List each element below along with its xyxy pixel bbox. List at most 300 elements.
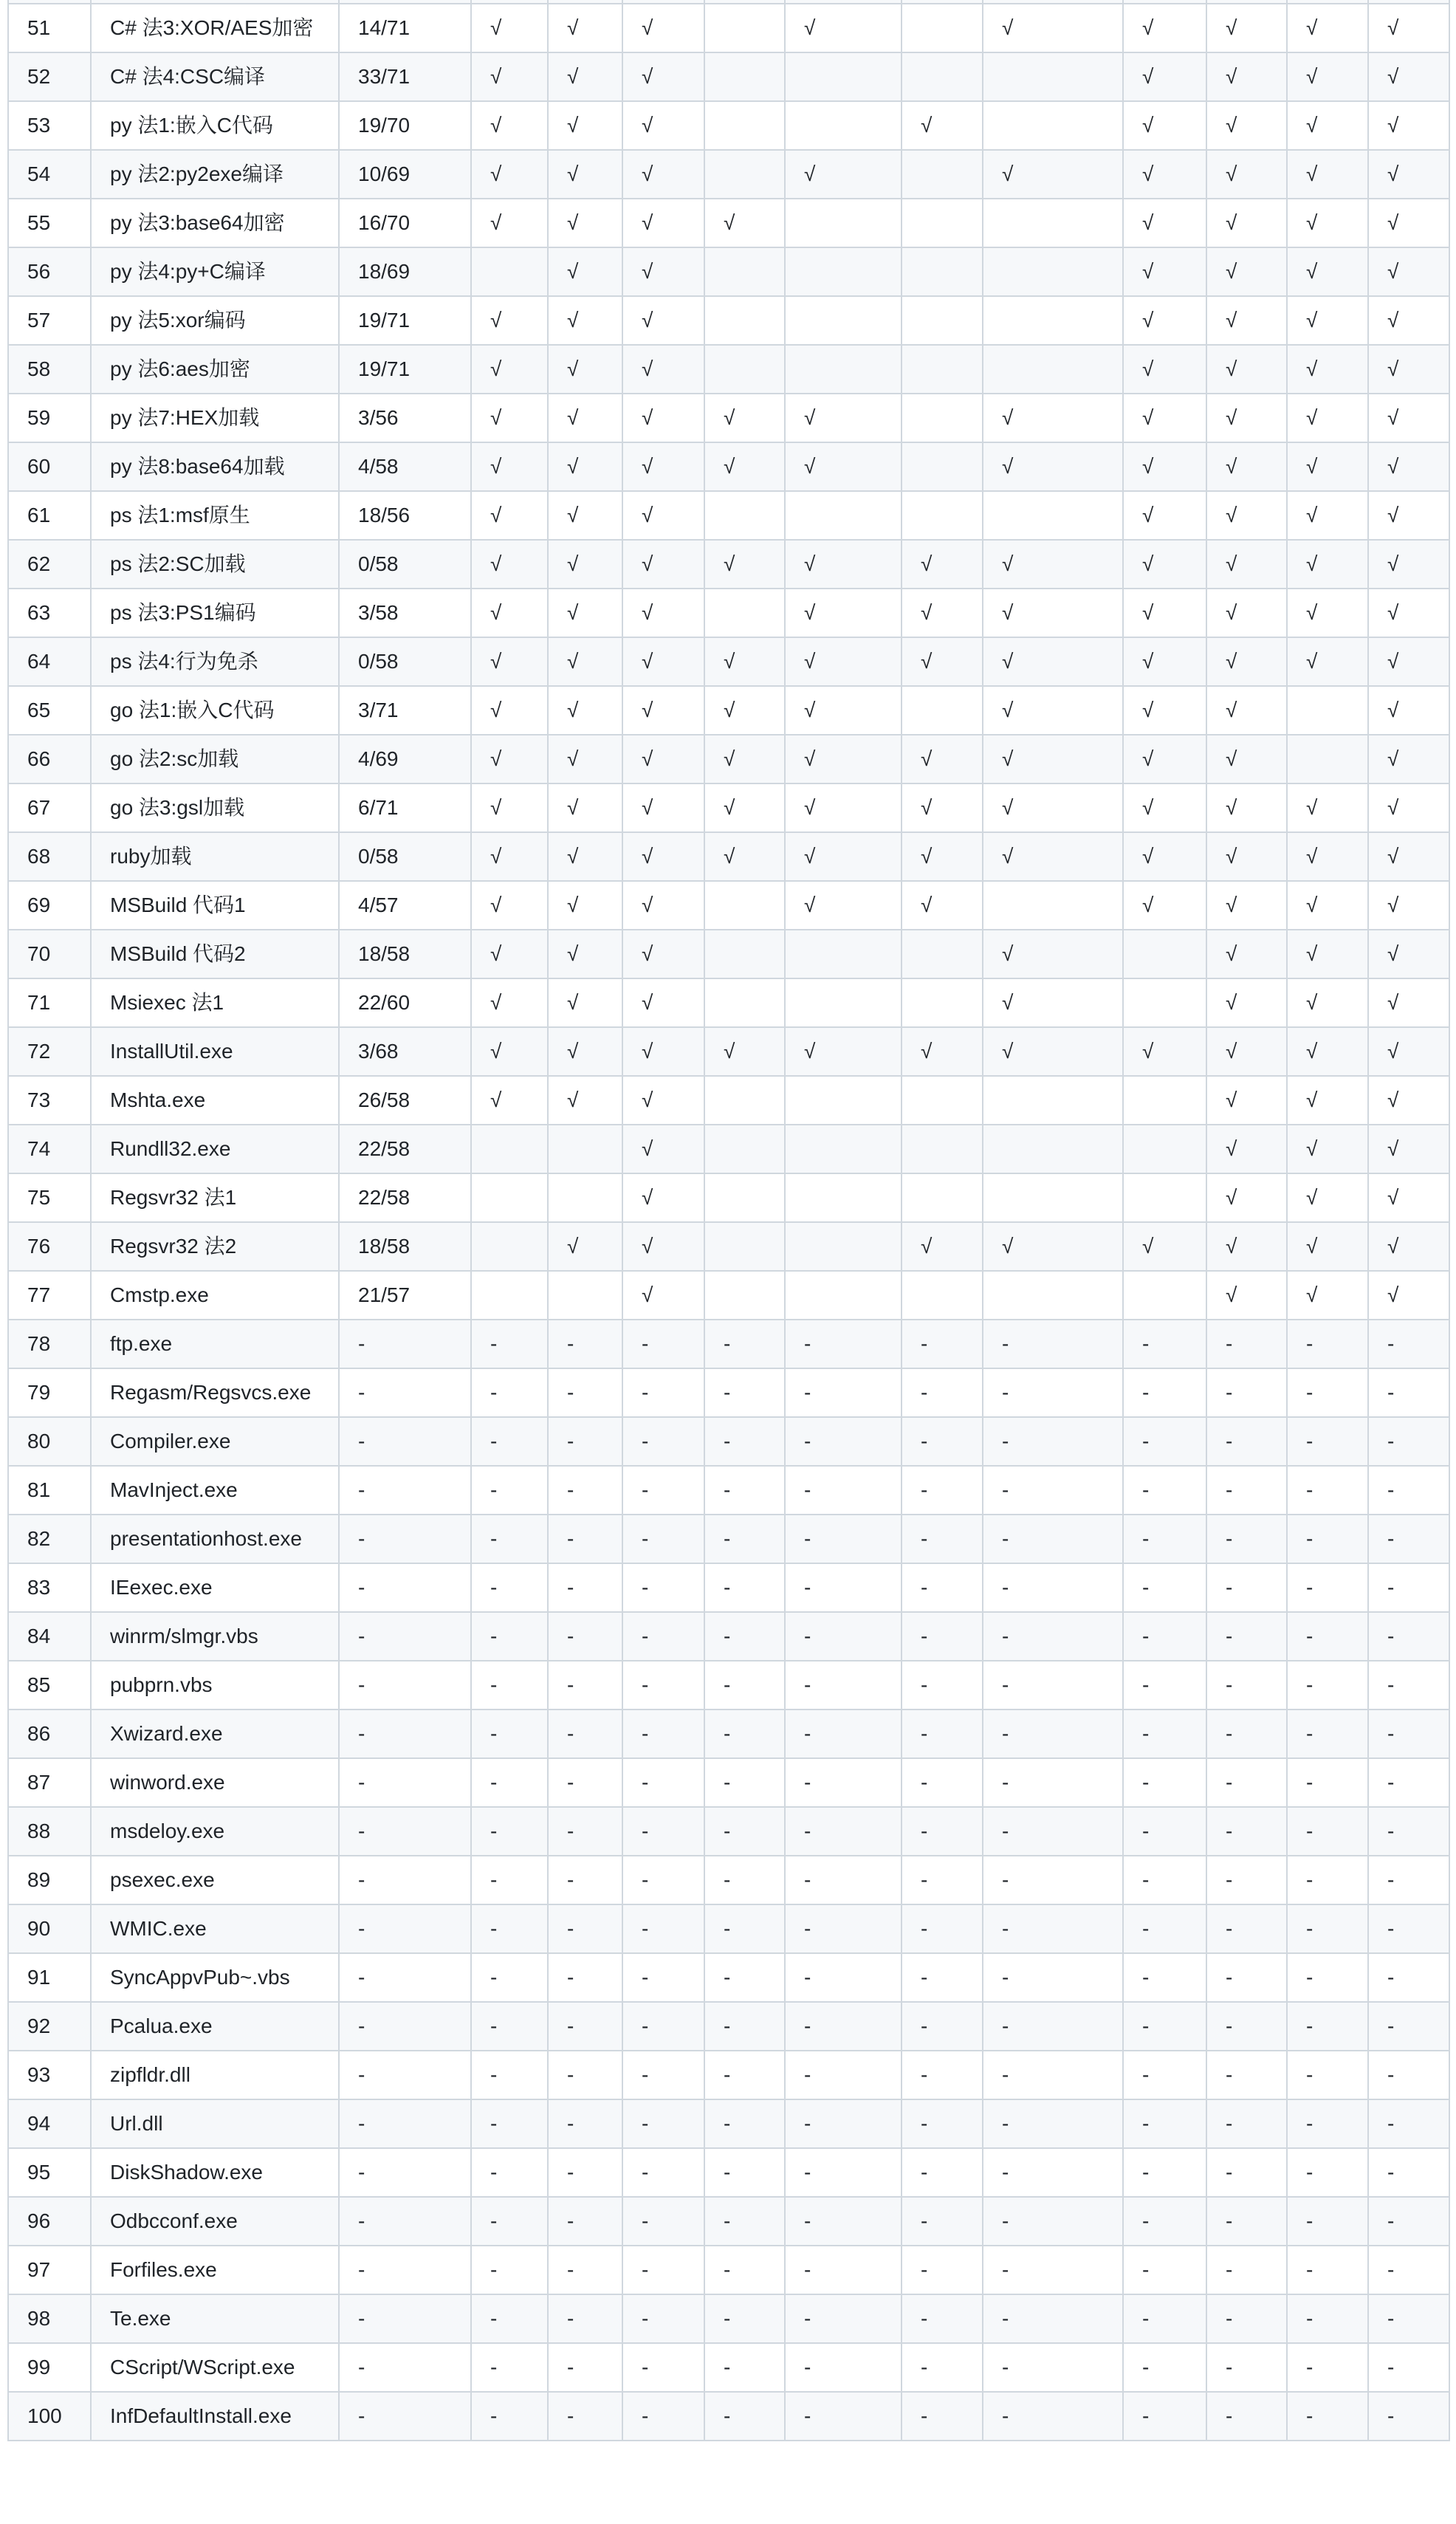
mark-cell: √ xyxy=(471,540,548,589)
technique-name-cell: Xwizard.exe xyxy=(91,1709,339,1758)
mark-cell: √ xyxy=(548,442,622,491)
row-number-cell: 92 xyxy=(8,2002,91,2051)
detection-ratio-cell: 10/69 xyxy=(339,150,471,199)
mark-cell: - xyxy=(704,1661,785,1709)
mark-cell: √ xyxy=(1368,345,1449,394)
mark-cell xyxy=(983,1076,1123,1125)
mark-cell: √ xyxy=(548,832,622,881)
row-number-cell: 69 xyxy=(8,881,91,930)
row-number-cell: 99 xyxy=(8,2343,91,2392)
mark-cell: √ xyxy=(1206,345,1287,394)
technique-name-cell: Mshta.exe xyxy=(91,1076,339,1125)
mark-cell: √ xyxy=(1368,1076,1449,1125)
mark-cell xyxy=(902,978,983,1027)
row-number-cell: 77 xyxy=(8,1271,91,1320)
mark-cell: - xyxy=(785,2099,902,2148)
table-row xyxy=(8,345,1449,394)
mark-cell: - xyxy=(622,1758,704,1807)
row-number-cell: 68 xyxy=(8,832,91,881)
mark-cell: - xyxy=(471,1904,548,1953)
mark-cell: - xyxy=(983,1904,1123,1953)
table-row xyxy=(8,442,1449,491)
mark-cell: √ xyxy=(1123,491,1206,540)
detection-ratio-cell: 22/60 xyxy=(339,978,471,1027)
row-number-cell: 79 xyxy=(8,1368,91,1417)
table-row xyxy=(8,1076,1449,1125)
table-row xyxy=(8,247,1449,296)
technique-name-cell: Compiler.exe xyxy=(91,1417,339,1466)
mark-cell: - xyxy=(1206,1904,1287,1953)
detection-ratio-cell: - xyxy=(339,1368,471,1417)
mark-cell: √ xyxy=(1123,1027,1206,1076)
technique-name-cell: DiskShadow.exe xyxy=(91,2148,339,2197)
mark-cell: - xyxy=(902,1612,983,1661)
mark-cell: - xyxy=(983,2002,1123,2051)
mark-cell: - xyxy=(785,2051,902,2099)
mark-cell: - xyxy=(983,2392,1123,2441)
mark-cell: - xyxy=(622,2246,704,2294)
detection-ratio-cell: - xyxy=(339,2246,471,2294)
mark-cell: - xyxy=(1368,2148,1449,2197)
mark-cell xyxy=(902,491,983,540)
mark-cell: √ xyxy=(983,832,1123,881)
mark-cell: √ xyxy=(1287,345,1368,394)
technique-name-cell: py 法3:base64加密 xyxy=(91,199,339,247)
detection-ratio-cell: 0/58 xyxy=(339,540,471,589)
mark-cell: √ xyxy=(1368,394,1449,442)
technique-name-cell: ps 法1:msf原生 xyxy=(91,491,339,540)
mark-cell xyxy=(471,247,548,296)
mark-cell: - xyxy=(1206,2246,1287,2294)
mark-cell: √ xyxy=(622,881,704,930)
mark-cell xyxy=(704,491,785,540)
table-row xyxy=(8,2051,1449,2099)
mark-cell xyxy=(704,1173,785,1222)
mark-cell: √ xyxy=(471,52,548,101)
mark-cell: - xyxy=(1287,1709,1368,1758)
mark-cell xyxy=(785,101,902,150)
technique-name-cell: C# 法4:CSC编译 xyxy=(91,52,339,101)
mark-cell: √ xyxy=(622,540,704,589)
mark-cell: √ xyxy=(622,247,704,296)
mark-cell: - xyxy=(622,2002,704,2051)
mark-cell: - xyxy=(1368,1904,1449,1953)
mark-cell: √ xyxy=(548,394,622,442)
detection-ratio-cell: 14/71 xyxy=(339,4,471,52)
mark-cell: √ xyxy=(785,881,902,930)
mark-cell xyxy=(902,199,983,247)
mark-cell: - xyxy=(1287,2392,1368,2441)
table-row xyxy=(8,1515,1449,1563)
detection-ratio-cell: 22/58 xyxy=(339,1173,471,1222)
table-row xyxy=(8,2294,1449,2343)
mark-cell: - xyxy=(622,2099,704,2148)
mark-cell: √ xyxy=(1287,881,1368,930)
row-number-cell: 82 xyxy=(8,1515,91,1563)
mark-cell: - xyxy=(785,2002,902,2051)
mark-cell: - xyxy=(704,2197,785,2246)
mark-cell xyxy=(1123,1076,1206,1125)
mark-cell: - xyxy=(471,1953,548,2002)
mark-cell: - xyxy=(983,2148,1123,2197)
row-number-cell: 98 xyxy=(8,2294,91,2343)
mark-cell: - xyxy=(902,1466,983,1515)
mark-cell: √ xyxy=(1206,832,1287,881)
mark-cell xyxy=(983,491,1123,540)
row-number-cell: 66 xyxy=(8,735,91,783)
mark-cell: √ xyxy=(1368,1173,1449,1222)
mark-cell: √ xyxy=(548,1027,622,1076)
mark-cell: - xyxy=(471,2343,548,2392)
mark-cell: - xyxy=(1206,1709,1287,1758)
technique-name-cell: Forfiles.exe xyxy=(91,2246,339,2294)
mark-cell: √ xyxy=(1123,1222,1206,1271)
mark-cell xyxy=(548,1173,622,1222)
mark-cell: - xyxy=(548,2392,622,2441)
mark-cell: - xyxy=(1287,1856,1368,1904)
mark-cell: - xyxy=(471,2197,548,2246)
mark-cell: - xyxy=(1368,1612,1449,1661)
technique-name-cell: ps 法3:PS1编码 xyxy=(91,589,339,637)
row-number-cell: 90 xyxy=(8,1904,91,1953)
table-row xyxy=(8,101,1449,150)
mark-cell: - xyxy=(902,1515,983,1563)
mark-cell: √ xyxy=(622,101,704,150)
mark-cell: - xyxy=(785,1904,902,1953)
detection-ratio-cell: 33/71 xyxy=(339,52,471,101)
mark-cell: √ xyxy=(1287,637,1368,686)
mark-cell: √ xyxy=(622,930,704,978)
mark-cell: - xyxy=(983,1612,1123,1661)
mark-cell xyxy=(704,978,785,1027)
detection-ratio-cell: - xyxy=(339,1515,471,1563)
mark-cell: - xyxy=(1206,2392,1287,2441)
mark-cell xyxy=(785,491,902,540)
mark-cell: √ xyxy=(1287,930,1368,978)
mark-cell: √ xyxy=(1368,4,1449,52)
mark-cell: - xyxy=(902,2246,983,2294)
mark-cell: - xyxy=(785,1953,902,2002)
mark-cell: - xyxy=(548,2294,622,2343)
mark-cell xyxy=(1287,735,1368,783)
mark-cell: - xyxy=(1287,2294,1368,2343)
mark-cell: √ xyxy=(1287,4,1368,52)
mark-cell: - xyxy=(704,1612,785,1661)
mark-cell: - xyxy=(1206,2197,1287,2246)
mark-cell: - xyxy=(548,1612,622,1661)
mark-cell: √ xyxy=(548,150,622,199)
mark-cell: - xyxy=(1287,1758,1368,1807)
mark-cell: - xyxy=(622,1807,704,1856)
mark-cell: √ xyxy=(704,540,785,589)
row-number-cell: 59 xyxy=(8,394,91,442)
mark-cell: - xyxy=(1123,1515,1206,1563)
row-number-cell: 61 xyxy=(8,491,91,540)
mark-cell: - xyxy=(471,2051,548,2099)
mark-cell: √ xyxy=(1123,881,1206,930)
technique-name-cell: InfDefaultInstall.exe xyxy=(91,2392,339,2441)
mark-cell: - xyxy=(1368,2099,1449,2148)
mark-cell xyxy=(902,394,983,442)
mark-cell: √ xyxy=(471,1076,548,1125)
detection-ratio-cell: 3/58 xyxy=(339,589,471,637)
mark-cell: - xyxy=(471,2294,548,2343)
mark-cell: √ xyxy=(704,735,785,783)
mark-cell: - xyxy=(1368,1856,1449,1904)
mark-cell: - xyxy=(704,1320,785,1368)
mark-cell: - xyxy=(548,2197,622,2246)
mark-cell: - xyxy=(902,1758,983,1807)
technique-name-cell: MavInject.exe xyxy=(91,1466,339,1515)
mark-cell: - xyxy=(622,2392,704,2441)
mark-cell: √ xyxy=(622,1271,704,1320)
row-number-cell: 78 xyxy=(8,1320,91,1368)
technique-name-cell: ps 法2:SC加载 xyxy=(91,540,339,589)
mark-cell: √ xyxy=(1368,1271,1449,1320)
mark-cell: √ xyxy=(548,686,622,735)
mark-cell: √ xyxy=(1206,1027,1287,1076)
mark-cell: √ xyxy=(1368,881,1449,930)
mark-cell: √ xyxy=(622,296,704,345)
mark-cell: - xyxy=(785,2197,902,2246)
mark-cell: √ xyxy=(1368,783,1449,832)
mark-cell: √ xyxy=(1368,735,1449,783)
table-row xyxy=(8,1320,1449,1368)
mark-cell: - xyxy=(471,1368,548,1417)
mark-cell: - xyxy=(902,2294,983,2343)
mark-cell: - xyxy=(1123,1466,1206,1515)
mark-cell xyxy=(902,247,983,296)
mark-cell: √ xyxy=(548,345,622,394)
mark-cell: √ xyxy=(785,783,902,832)
detection-ratio-cell: - xyxy=(339,2099,471,2148)
technique-name-cell: InstallUtil.exe xyxy=(91,1027,339,1076)
mark-cell: - xyxy=(704,1417,785,1466)
mark-cell: - xyxy=(1287,1320,1368,1368)
mark-cell xyxy=(983,881,1123,930)
mark-cell: √ xyxy=(1123,540,1206,589)
detection-ratio-cell: - xyxy=(339,1466,471,1515)
mark-cell: - xyxy=(548,2343,622,2392)
mark-cell: - xyxy=(471,1856,548,1904)
mark-cell: √ xyxy=(1123,4,1206,52)
mark-cell: - xyxy=(1287,2343,1368,2392)
mark-cell: √ xyxy=(1123,735,1206,783)
mark-cell: - xyxy=(1123,1368,1206,1417)
detection-ratio-cell: 19/71 xyxy=(339,345,471,394)
detection-ratio-cell: - xyxy=(339,1904,471,1953)
mark-cell: - xyxy=(1287,2002,1368,2051)
table-row xyxy=(8,1173,1449,1222)
mark-cell: - xyxy=(1287,1417,1368,1466)
table-row xyxy=(8,881,1449,930)
mark-cell xyxy=(471,1222,548,1271)
mark-cell: - xyxy=(704,1904,785,1953)
mark-cell: - xyxy=(1206,1856,1287,1904)
mark-cell: - xyxy=(785,1320,902,1368)
technique-name-cell: pubprn.vbs xyxy=(91,1661,339,1709)
detection-ratio-cell: 22/58 xyxy=(339,1125,471,1173)
mark-cell: √ xyxy=(622,832,704,881)
mark-cell xyxy=(1123,1125,1206,1173)
mark-cell: - xyxy=(1206,2343,1287,2392)
mark-cell: √ xyxy=(548,1222,622,1271)
mark-cell: - xyxy=(785,2294,902,2343)
mark-cell: √ xyxy=(1287,589,1368,637)
mark-cell: - xyxy=(1368,2294,1449,2343)
row-number-cell: 64 xyxy=(8,637,91,686)
mark-cell: - xyxy=(1287,2099,1368,2148)
mark-cell: √ xyxy=(1123,150,1206,199)
mark-cell: √ xyxy=(1287,1125,1368,1173)
mark-cell: - xyxy=(1206,1368,1287,1417)
mark-cell: - xyxy=(983,1515,1123,1563)
mark-cell: √ xyxy=(1287,1076,1368,1125)
mark-cell: - xyxy=(983,1953,1123,2002)
mark-cell: - xyxy=(1287,1368,1368,1417)
mark-cell: √ xyxy=(1206,1125,1287,1173)
mark-cell: - xyxy=(1287,1612,1368,1661)
mark-cell: - xyxy=(1206,1661,1287,1709)
mark-cell: √ xyxy=(902,783,983,832)
mark-cell: - xyxy=(902,2002,983,2051)
mark-cell: √ xyxy=(704,637,785,686)
mark-cell: √ xyxy=(1206,881,1287,930)
mark-cell: - xyxy=(1123,2392,1206,2441)
mark-cell: √ xyxy=(471,881,548,930)
mark-cell xyxy=(704,296,785,345)
mark-cell: - xyxy=(1287,1953,1368,2002)
mark-cell: √ xyxy=(1287,442,1368,491)
detection-ratio-cell: 16/70 xyxy=(339,199,471,247)
mark-cell xyxy=(785,1271,902,1320)
mark-cell: √ xyxy=(1368,1222,1449,1271)
mark-cell xyxy=(902,1271,983,1320)
mark-cell: √ xyxy=(1287,1271,1368,1320)
mark-cell xyxy=(983,1125,1123,1173)
mark-cell xyxy=(983,296,1123,345)
mark-cell: - xyxy=(548,1953,622,2002)
mark-cell: - xyxy=(1368,1368,1449,1417)
mark-cell: √ xyxy=(983,930,1123,978)
technique-name-cell: go 法1:嵌入C代码 xyxy=(91,686,339,735)
mark-cell: - xyxy=(704,1368,785,1417)
mark-cell: √ xyxy=(1123,52,1206,101)
mark-cell: √ xyxy=(1368,296,1449,345)
mark-cell xyxy=(704,1125,785,1173)
mark-cell: √ xyxy=(622,150,704,199)
mark-cell: √ xyxy=(1287,199,1368,247)
table-row xyxy=(8,2197,1449,2246)
mark-cell: - xyxy=(785,1417,902,1466)
mark-cell: - xyxy=(548,1515,622,1563)
mark-cell: √ xyxy=(983,637,1123,686)
mark-cell: - xyxy=(1206,1563,1287,1612)
mark-cell: - xyxy=(983,1466,1123,1515)
mark-cell: √ xyxy=(548,4,622,52)
mark-cell: - xyxy=(704,1515,785,1563)
mark-cell xyxy=(704,101,785,150)
mark-cell xyxy=(704,247,785,296)
technique-name-cell: go 法2:sc加载 xyxy=(91,735,339,783)
mark-cell: - xyxy=(622,2197,704,2246)
row-number-cell: 94 xyxy=(8,2099,91,2148)
row-number-cell: 63 xyxy=(8,589,91,637)
mark-cell: - xyxy=(1287,1563,1368,1612)
mark-cell: - xyxy=(1287,2148,1368,2197)
mark-cell: - xyxy=(548,1758,622,1807)
mark-cell xyxy=(1123,978,1206,1027)
mark-cell: √ xyxy=(785,1027,902,1076)
mark-cell: √ xyxy=(1206,637,1287,686)
technique-name-cell: Cmstp.exe xyxy=(91,1271,339,1320)
mark-cell: - xyxy=(785,1709,902,1758)
mark-cell: - xyxy=(1123,1320,1206,1368)
mark-cell: - xyxy=(1206,1758,1287,1807)
mark-cell: √ xyxy=(471,735,548,783)
table-row xyxy=(8,2246,1449,2294)
mark-cell: √ xyxy=(622,52,704,101)
mark-cell xyxy=(704,52,785,101)
mark-cell: - xyxy=(471,1320,548,1368)
detection-ratio-cell: - xyxy=(339,1709,471,1758)
mark-cell xyxy=(983,1271,1123,1320)
table-row xyxy=(8,1368,1449,1417)
table-row xyxy=(8,2148,1449,2197)
row-number-cell: 51 xyxy=(8,4,91,52)
mark-cell: √ xyxy=(1287,1222,1368,1271)
mark-cell: - xyxy=(548,2099,622,2148)
mark-cell: √ xyxy=(548,881,622,930)
mark-cell: √ xyxy=(1368,1027,1449,1076)
mark-cell xyxy=(704,1076,785,1125)
mark-cell: - xyxy=(785,1856,902,1904)
mark-cell: - xyxy=(983,2294,1123,2343)
mark-cell: √ xyxy=(983,589,1123,637)
mark-cell: - xyxy=(1206,2294,1287,2343)
mark-cell: √ xyxy=(548,101,622,150)
row-number-cell: 84 xyxy=(8,1612,91,1661)
row-number-cell: 62 xyxy=(8,540,91,589)
technique-name-cell: Pcalua.exe xyxy=(91,2002,339,2051)
mark-cell: - xyxy=(1123,1417,1206,1466)
mark-cell: √ xyxy=(902,637,983,686)
technique-name-cell: MSBuild 代码2 xyxy=(91,930,339,978)
row-number-cell: 52 xyxy=(8,52,91,101)
detection-ratio-cell: - xyxy=(339,1953,471,2002)
mark-cell: √ xyxy=(471,783,548,832)
mark-cell: - xyxy=(1368,1709,1449,1758)
mark-cell: - xyxy=(471,1709,548,1758)
mark-cell: √ xyxy=(548,247,622,296)
mark-cell: √ xyxy=(622,345,704,394)
table-row xyxy=(8,2343,1449,2392)
mark-cell: - xyxy=(1287,2051,1368,2099)
technique-name-cell: Url.dll xyxy=(91,2099,339,2148)
row-number-cell: 95 xyxy=(8,2148,91,2197)
mark-cell: - xyxy=(704,2051,785,2099)
mark-cell: √ xyxy=(1206,1076,1287,1125)
mark-cell: - xyxy=(983,1709,1123,1758)
mark-cell: √ xyxy=(471,930,548,978)
mark-cell: - xyxy=(1206,1515,1287,1563)
mark-cell: √ xyxy=(983,1222,1123,1271)
mark-cell: - xyxy=(1123,2343,1206,2392)
table-row xyxy=(8,540,1449,589)
mark-cell: √ xyxy=(1206,930,1287,978)
table-row xyxy=(8,394,1449,442)
mark-cell: √ xyxy=(704,199,785,247)
